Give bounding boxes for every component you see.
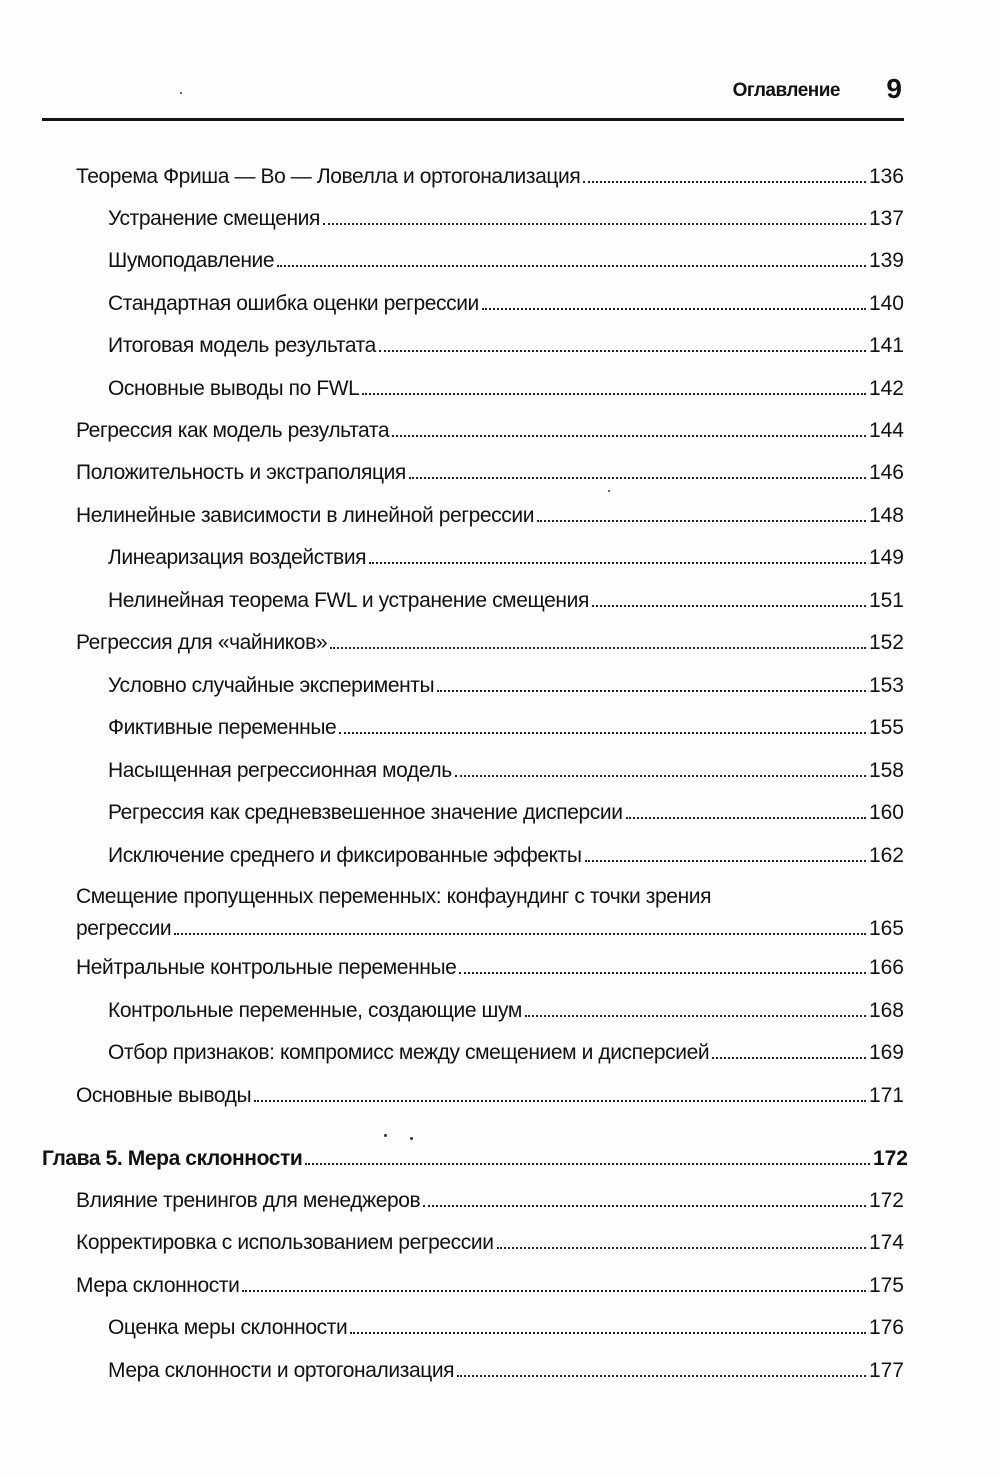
toc-entry [108,715,904,741]
toc-entry-title: Основные выводы по FWL [108,377,360,400]
toc-entry [76,630,904,656]
toc-entry [108,376,904,402]
leader-dots [712,1057,866,1059]
toc-entry [108,588,904,614]
toc-entry-title: Регрессия как модель результата [76,419,390,442]
toc-entry-page: 146 [868,461,904,484]
toc-entry-page: 148 [868,504,904,527]
leader-dots [277,265,866,267]
print-speck [608,490,610,492]
leader-dots [525,1015,866,1017]
toc-entry [76,503,904,529]
leader-dots [537,520,866,522]
toc-entry-page: 149 [868,546,904,569]
toc-entry-title: Отбор признаков: компромисс между смещением и дисперсией [108,1041,710,1064]
print-speck [180,92,182,94]
leader-dots [409,477,866,479]
leader-dots [626,817,866,819]
toc-entry [108,333,904,359]
toc-entry [108,673,904,699]
toc-entry-page: 176 [868,1316,904,1339]
toc-entry-page: 140 [868,292,904,315]
toc-entry-page: 152 [868,631,904,654]
toc-entry-page: 160 [868,801,904,824]
toc-entry-title: Основные выводы [76,1084,252,1107]
toc-entry-title: Влияние тренингов для менеджеров [76,1189,421,1212]
toc-entry [108,545,904,571]
toc-entry-page: 144 [868,419,904,442]
leader-dots [437,690,866,692]
toc-entry [76,1188,904,1214]
toc-entry-title: Нелинейные зависимости в линейной регрессии [76,504,535,527]
toc-chapter-entry [42,1146,908,1172]
toc-entry-page: 137 [868,207,904,230]
toc-entry-page: 177 [868,1359,904,1382]
toc-entry-title: Фиктивные переменные [108,716,337,739]
toc-chapter-page: 172 [872,1147,908,1170]
leader-dots [339,732,866,734]
toc-entry-page: 139 [868,249,904,272]
toc-entry-page: 142 [868,377,904,400]
toc-entry-page: 141 [868,334,904,357]
running-header-title: Оглавление [732,80,840,101]
toc-entry-page: 175 [868,1274,904,1297]
toc-entry-title: Насыщенная регрессионная модель [108,759,452,782]
toc-entry [76,1273,904,1299]
toc-entry [76,1083,904,1109]
toc-entry-title: Корректировка с использованием регрессии [76,1231,494,1254]
leader-dots [592,605,866,607]
toc-entry-title: Нейтральные контрольные переменные [76,956,457,979]
toc-entry [108,843,904,869]
running-header [42,70,904,121]
toc-entry-title: Оценка меры склонности [108,1316,348,1339]
leader-dots [174,933,866,935]
toc-entry-title-line2: регрессии [76,917,172,940]
leader-dots [482,308,866,310]
leader-dots [330,647,866,649]
toc-entry-page: 136 [868,165,904,188]
toc-entry-title: Линеаризация воздействия [108,546,367,569]
toc-entry-title: Исключение среднего и фиксированные эффекты [108,844,582,867]
toc-entry [108,800,904,826]
toc-entry [108,758,904,784]
leader-dots [423,1205,866,1207]
toc-entry-page: 171 [868,1084,904,1107]
toc-entry-title: Теорема Фриша — Во — Ловелла и ортогонализация [76,165,581,188]
toc-entry-title: Мера склонности [76,1274,240,1297]
toc-entry-page: 174 [868,1231,904,1254]
toc-entry [108,291,904,317]
toc-entry-page: 166 [868,956,904,979]
toc-entry-page: 162 [868,844,904,867]
toc-entry [108,1315,904,1341]
leader-dots [350,1332,866,1334]
toc-entry-title: Положительность и экстраполяция [76,461,406,484]
toc-entry [76,164,904,190]
leader-dots [457,1375,866,1377]
leader-dots [392,435,866,437]
toc-entry-page: 172 [868,1189,904,1212]
toc-entry [108,1040,904,1066]
print-speck [384,1134,387,1137]
toc-chapter-title: Глава 5. Мера склонности [42,1147,303,1170]
leader-dots [362,393,865,395]
toc-entry [76,955,904,981]
leader-dots [379,350,866,352]
toc-entry-title-line1: Смещение пропущенных переменных: конфаундинг с точки зрения [76,885,712,908]
toc-entry-page: 158 [868,759,904,782]
toc-entry-title: Шумоподавление [108,249,275,272]
toc-entry-title: Стандартная ошибка оценки регрессии [108,292,479,315]
leader-dots [369,562,866,564]
toc-entry-title: Устранение смещения [108,207,320,230]
toc-entry-title: Регрессия как средневзвешенное значение дисперсии [108,801,623,824]
toc-entry-title: Регрессия для «чайников» [76,631,328,654]
toc-entry-page: 168 [868,999,904,1022]
leader-dots [459,972,865,974]
leader-dots [585,860,866,862]
leader-dots [254,1100,866,1102]
toc-entry [108,998,904,1024]
leader-dots [323,223,866,225]
toc-entry [108,206,904,232]
toc-entry-page: 165 [868,917,904,940]
toc-entry-line2 [76,916,904,942]
print-speck [410,1137,413,1140]
leader-dots [497,1247,866,1249]
leader-dots [242,1290,866,1292]
toc-entry-title: Итоговая модель результата [108,334,376,357]
toc-entry-page: 155 [868,716,904,739]
toc-entry-wrapped [76,884,904,942]
toc-entry [108,248,904,274]
toc-entry [108,1358,904,1384]
toc-entry-title: Мера склонности и ортогонализация [108,1359,455,1382]
leader-dots [455,775,866,777]
toc-entry-page: 153 [868,674,904,697]
toc-entry [76,1230,904,1256]
toc-entry-title: Условно случайные эксперименты [108,674,435,697]
toc-entry-title: Нелинейная теорема FWL и устранение смещения [108,589,589,612]
toc-entry-page: 151 [868,589,904,612]
leader-dots [305,1163,870,1165]
leader-dots [583,181,866,183]
toc-entry [76,460,904,486]
toc-entry [76,418,904,444]
toc-entry-title: Контрольные переменные, создающие шум [108,999,522,1022]
toc-entry-page: 169 [868,1041,904,1064]
running-header-page-number: 9 [886,73,902,104]
